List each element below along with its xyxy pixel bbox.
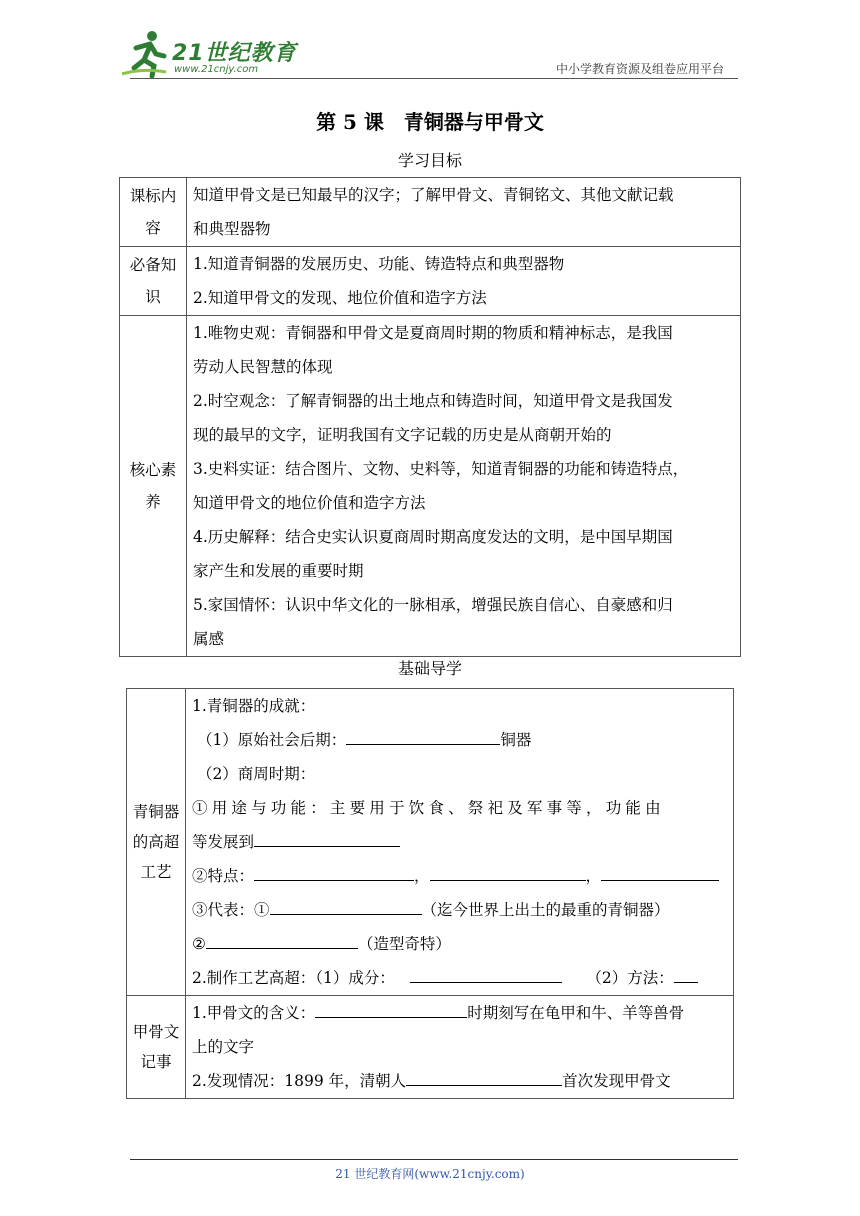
fill-blank[interactable] (601, 862, 719, 881)
table-row (120, 316, 741, 657)
logo (122, 28, 297, 80)
fill-blank[interactable] (674, 964, 698, 983)
table-row (127, 996, 734, 1099)
footer-divider (130, 1159, 738, 1160)
row-label-oracle: 甲骨文记事 (127, 996, 186, 1099)
row-content-oracle: 1.甲骨文的含义： 时期刻写在龟甲和牛、羊等兽骨 上的文字 2.发现情况：1899 年，清朝人 首次发现甲骨文 (186, 996, 734, 1099)
table-row (120, 247, 741, 316)
row-content: 1.唯物史观：青铜器和甲骨文是夏商周时期的物质和精神标志，是我国 劳动人民智慧的体现 2.时空观念：了解青铜器的出土地点和铸造时间，知道甲骨文是我国发 现的最早的文字，证明我国有文字记载的历史是从商朝开始的 3.史料实证：结合图片、文物、史料等，知道青铜器的功能和铸造特点， 知道甲骨文的地位价值和造字方法 4.历史解释：结合史实认识夏商周时期高度发达的文明，是中国早期国 家产生和发展的重要时期 5.家国情怀：认识中华文化的一脉相承，增强民族自信心、自豪感和归 属感 (187, 316, 741, 657)
fill-blank[interactable] (254, 862, 414, 881)
section-heading-goals: 学习目标 (397, 151, 462, 170)
header-divider (130, 78, 738, 79)
row-label: 课标内容 (120, 178, 187, 247)
platform-name: 中小学教育资源及组卷应用平台 (555, 62, 724, 76)
page-footer[interactable]: 21 世纪教育网(www.21cnjy.com) (335, 1167, 525, 1181)
learning-goals-table (119, 177, 741, 657)
guide-table (126, 688, 734, 1099)
row-content: 1.知道青铜器的发展历史、功能、铸造特点和典型器物 2.知道甲骨文的发现、地位价值和造字方法 (187, 247, 741, 316)
fill-blank[interactable] (430, 862, 586, 881)
fill-blank[interactable] (346, 726, 500, 745)
row-label-bronze: 青铜器的高超工艺 (127, 689, 186, 996)
fill-blank[interactable] (406, 1067, 562, 1086)
fill-blank[interactable] (206, 930, 358, 949)
row-label: 核心素养 (120, 316, 187, 657)
section-heading-guide: 基础导学 (397, 659, 462, 678)
table-row (120, 178, 741, 247)
row-label: 必备知识 (120, 247, 187, 316)
logo-text: 21世纪教育 (172, 41, 297, 66)
logo-subtext: www.21cnjy.com (174, 64, 259, 75)
row-content: 知道甲骨文是已知最早的汉字；了解甲骨文、青铜铭文、其他文献记载 和典型器物 (187, 178, 741, 247)
fill-blank[interactable] (254, 828, 400, 847)
row-content-bronze: 1.青铜器的成就： （1）原始社会后期： 铜器 （2）商周时期： ①用途与功能：主要用于饮食、祭祀及军事等，功能由 等发展到 ②特点： ， ， ③代表：① （迄今世界上出土的最重的青铜器） ② （造型奇特） 2.制作工艺高超：（1）成分： （2）方法： (186, 689, 734, 996)
runner-logo-icon (122, 28, 168, 78)
fill-blank[interactable] (270, 896, 422, 915)
table-row (127, 689, 734, 996)
fill-blank[interactable] (410, 964, 562, 983)
page-title: 第 5 课 青铜器与甲骨文 (316, 110, 544, 134)
page-header (0, 0, 860, 80)
fill-blank[interactable] (315, 999, 467, 1018)
